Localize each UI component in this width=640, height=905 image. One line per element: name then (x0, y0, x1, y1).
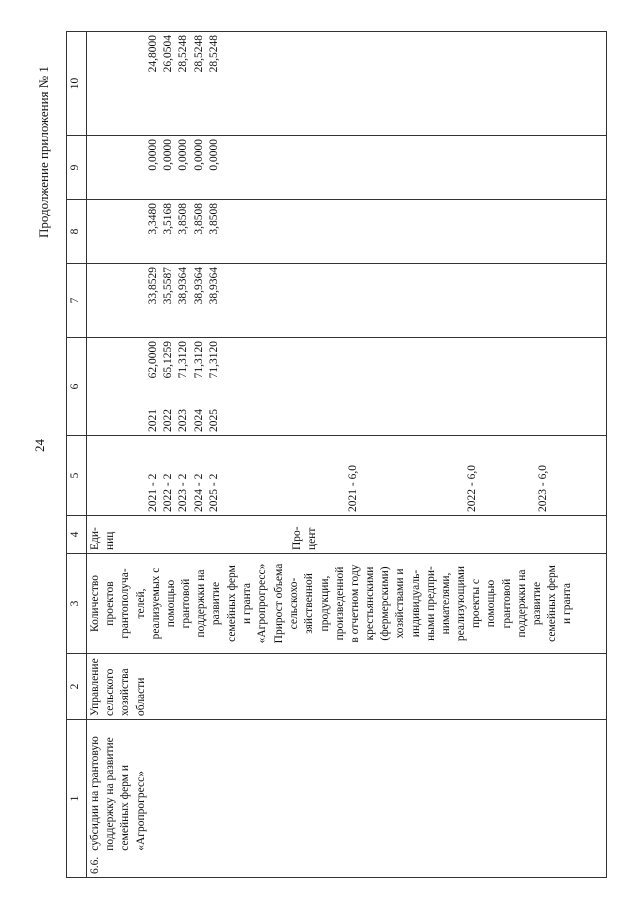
header-col-3: 3 (67, 554, 87, 654)
indicator-2-target-2021: 2021 - 6,0 (346, 465, 359, 512)
year-list: 2021 2022 2023 2024 2025 (147, 409, 220, 432)
indicator-names-cell (87, 554, 607, 654)
rotated-table-frame (66, 32, 612, 878)
header-col-1: 1 (67, 720, 87, 878)
col8-values: 3,3480 3,5168 3,8508 3,8508 3,8508 (147, 203, 220, 235)
indicator-2-name: Прирост объема сельскохо- зяйственной продукции, произведенной в отчетном году крестьянскими (фермерскими) хозяйствами и индивидуаль- ными предпри- нимателями, реализующими проекты с помощью грантовой поддержки на развитие семейных ферм и гранта (273, 563, 574, 644)
header-col-8: 8 (67, 200, 87, 264)
indicator-1-name: Количество проектов грантополуча- телей, реализуемых с помощью грантовой поддержки на развитие семейных ферм и гранта «Агропрогресс» (89, 563, 268, 644)
measure-description: субсидии на грантовую поддержку на развитие семейных ферм и «Агропрогресс» (89, 736, 147, 851)
col7-cell (87, 264, 607, 338)
header-col-9: 9 (67, 136, 87, 200)
table-row (87, 32, 607, 878)
target-values-cell (87, 436, 607, 516)
indicator-2-target-2023: 2023 - 6,0 (537, 465, 550, 512)
finance-total-cell (87, 338, 607, 436)
measure-cell (87, 720, 607, 878)
header-col-5: 5 (67, 436, 87, 516)
header-col-2: 2 (67, 654, 87, 720)
indicator-2-target-2022: 2022 - 6,0 (466, 465, 479, 512)
indicator-1-unit: Еди- ниц (89, 527, 117, 550)
header-row (67, 32, 87, 878)
col9-cell (87, 136, 607, 200)
program-table (66, 31, 607, 878)
responsible-executor: Управление сельского хозяйства области (87, 654, 607, 720)
header-col-10: 10 (67, 32, 87, 136)
col9-values: 0,0000 0,0000 0,0000 0,0000 0,0000 (147, 139, 220, 171)
indicator-2-unit: Про- цент (291, 526, 319, 550)
units-cell (87, 516, 607, 554)
header-col-7: 7 (67, 264, 87, 338)
header-col-4: 4 (67, 516, 87, 554)
row-number: 6.6. (89, 856, 101, 874)
col8-cell (87, 200, 607, 264)
header-col-6: 6 (67, 338, 87, 436)
indicator-1-targets: 2021 - 2 2022 - 2 2023 - 2 2024 - 2 2025 - 2 (147, 473, 220, 512)
col10-cell (87, 32, 607, 136)
page-number: 24 (32, 439, 47, 452)
appendix-continuation-note: Продолжение приложения № 1 (36, 66, 51, 238)
col10-values: 24,8000 26,0504 28,5248 28,5248 28,5248 (147, 35, 220, 73)
col7-values: 33,8529 35,5587 38,9364 38,9364 38,9364 (147, 267, 220, 305)
total-values: 62,0000 65,1259 71,3120 71,3120 71,3120 (147, 341, 220, 379)
